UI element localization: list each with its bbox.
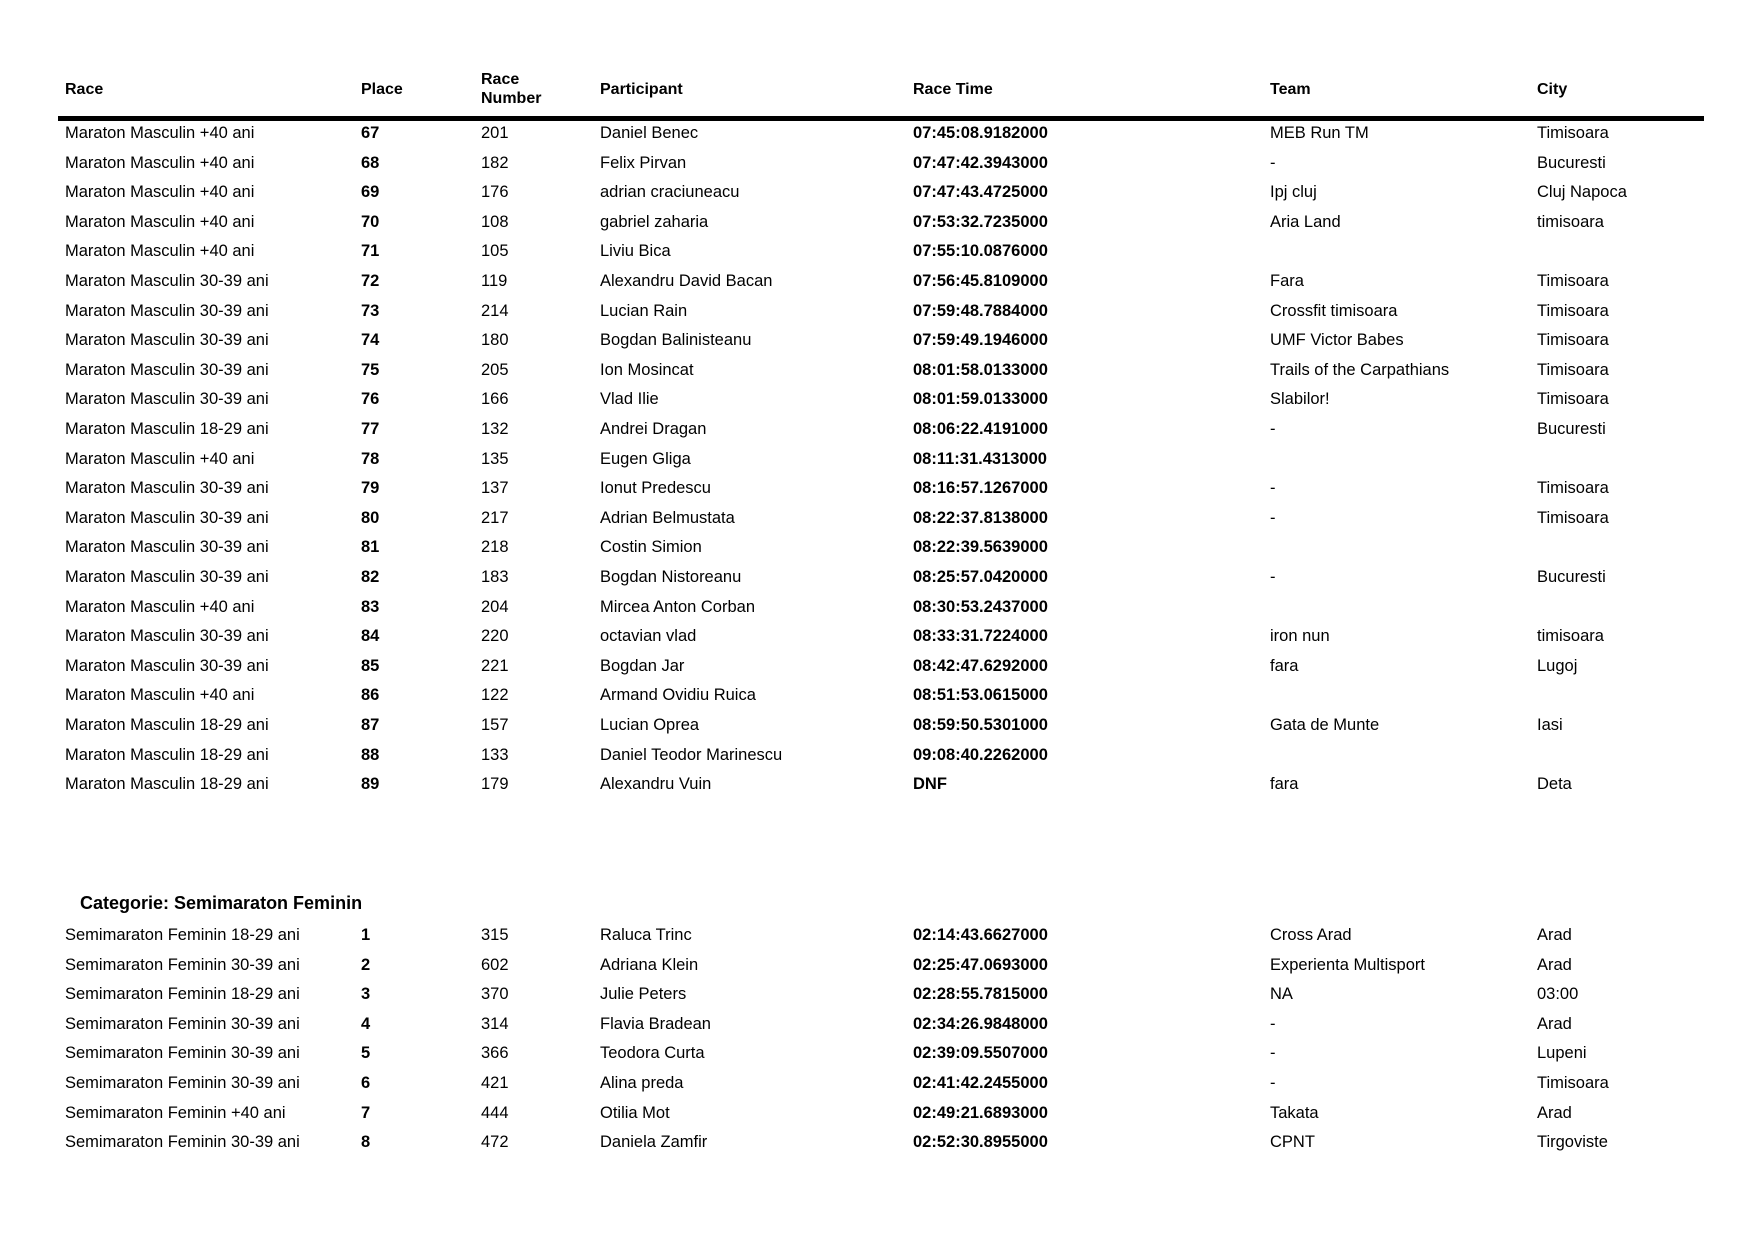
team-cell: - [1270,568,1276,586]
table-row [0,359,1755,381]
team-cell: Trails of the Carpathians [1270,360,1450,379]
place-cell: 2 [361,955,371,974]
race-cell: Maraton Masculin +40 ani [65,183,255,202]
place-cell: 80 [361,508,380,527]
race-time-cell: 07:59:48.7884000 [913,301,1048,320]
race-number-cell: 421 [481,1074,509,1092]
race-number-cell: 444 [481,1103,509,1122]
table-row [0,954,1755,976]
participant-cell: Ion Mosincat [600,360,694,379]
participant-cell: Alexandru Vuin [600,775,712,794]
participant-cell: Bogdan Nistoreanu [600,568,742,586]
city-cell: 03:00 [1537,985,1579,1004]
city-cell: timisoara [1537,627,1604,646]
table-row [0,684,1755,706]
table-row [0,122,1755,144]
participant-cell: Liviu Bica [600,242,671,261]
place-cell: 71 [361,242,380,261]
race-cell: Semimaraton Feminin 30-39 ani [65,1074,300,1092]
place-cell: 70 [361,212,380,231]
race-cell: Maraton Masculin 30-39 ani [65,360,269,379]
city-cell: Lupeni [1537,1044,1587,1063]
table-row [0,1013,1755,1035]
race-time-cell: 02:49:21.6893000 [913,1103,1048,1122]
participant-cell: Felix Pirvan [600,153,687,172]
place-cell: 76 [361,390,380,409]
table-row [0,596,1755,618]
race-number-cell: 132 [481,420,509,438]
race-number-cell: 135 [481,449,509,468]
city-cell: timisoara [1537,212,1604,231]
team-cell: fara [1270,775,1299,794]
header-city: City [1537,81,1568,98]
team-cell: - [1270,508,1276,527]
table-header [0,0,1755,120]
place-cell: 68 [361,153,380,172]
participant-cell: Teodora Curta [600,1044,705,1063]
city-cell: Timisoara [1537,331,1609,350]
participant-cell: Adrian Belmustata [600,508,735,527]
race-time-cell: 02:28:55.7815000 [913,985,1048,1004]
table-row [0,566,1755,588]
race-number-cell: 166 [481,390,509,409]
team-cell: CPNT [1270,1133,1315,1152]
place-cell: 69 [361,183,380,202]
participant-cell: Raluca Trinc [600,926,692,944]
participant-cell: Lucian Rain [600,301,688,320]
race-time-cell: 02:41:42.2455000 [913,1074,1048,1092]
race-time-cell: 02:39:09.5507000 [913,1044,1048,1063]
header-participant: Participant [600,81,683,98]
participant-cell: Flavia Bradean [600,1014,711,1033]
race-time-cell: 08:01:59.0133000 [913,390,1048,409]
place-cell: 85 [361,656,380,675]
race-cell: Maraton Masculin 30-39 ani [65,390,269,409]
team-cell: - [1270,153,1276,172]
race-number-cell: 205 [481,360,509,379]
race-cell: Semimaraton Feminin 30-39 ani [65,955,300,974]
table-row [0,1042,1755,1064]
race-number-cell: 214 [481,301,509,320]
race-time-cell: DNF [913,775,947,794]
race-number-cell: 183 [481,568,509,586]
team-cell: Gata de Munte [1270,716,1380,734]
city-cell: Bucuresti [1537,153,1606,172]
table-row [0,211,1755,233]
table-row [0,448,1755,470]
city-cell: Bucuresti [1537,568,1606,586]
race-cell: Maraton Masculin 18-29 ani [65,775,269,794]
place-cell: 74 [361,331,380,350]
header-divider [58,116,1704,121]
race-number-cell: 314 [481,1014,509,1033]
place-cell: 87 [361,716,380,734]
table-row [0,418,1755,440]
race-number-cell: 220 [481,627,509,646]
table-row [0,744,1755,766]
table-row [0,181,1755,203]
city-cell: Timisoara [1537,301,1609,320]
team-cell: Experienta Multisport [1270,955,1425,974]
participant-cell: Bogdan Balinisteanu [600,331,752,350]
place-cell: 67 [361,124,380,142]
team-cell: Crossfit timisoara [1270,301,1398,320]
table-row [0,152,1755,174]
table-row [0,388,1755,410]
race-cell: Maraton Masculin +40 ani [65,153,255,172]
team-cell: UMF Victor Babes [1270,331,1404,350]
race-cell: Maraton Masculin +40 ani [65,124,255,142]
place-cell: 8 [361,1133,371,1152]
place-cell: 7 [361,1103,371,1122]
race-time-cell: 08:42:47.6292000 [913,656,1048,675]
table-row [0,1102,1755,1124]
place-cell: 78 [361,449,380,468]
participant-cell: Julie Peters [600,985,687,1004]
participant-cell: Lucian Oprea [600,716,700,734]
team-cell: Ipj cluj [1270,183,1317,202]
race-cell: Maraton Masculin 18-29 ani [65,745,269,764]
race-number-cell: 157 [481,716,509,734]
city-cell: Timisoara [1537,479,1609,498]
table-row [0,773,1755,795]
participant-cell: Bogdan Jar [600,656,685,675]
city-cell: Timisoara [1537,360,1609,379]
participant-cell: Ionut Predescu [600,479,711,498]
race-time-cell: 02:25:47.0693000 [913,955,1048,974]
category-heading: Categorie: Semimaraton Feminin [80,893,363,913]
table-row [0,329,1755,351]
race-number-cell: 472 [481,1133,509,1152]
participant-cell: Adriana Klein [600,955,699,974]
table-row [0,270,1755,292]
race-cell: Maraton Masculin +40 ani [65,597,255,616]
team-cell: - [1270,420,1276,438]
race-cell: Maraton Masculin 30-39 ani [65,568,269,586]
team-cell: NA [1270,985,1293,1004]
race-cell: Semimaraton Feminin 30-39 ani [65,1014,300,1033]
race-cell: Maraton Masculin 30-39 ani [65,272,269,290]
place-cell: 79 [361,479,380,498]
team-cell: - [1270,1014,1276,1033]
race-cell: Maraton Masculin 30-39 ani [65,479,269,498]
header-race: Race [65,81,104,98]
participant-cell: Eugen Gliga [600,449,691,468]
race-cell: Maraton Masculin 30-39 ani [65,627,269,646]
race-time-cell: 08:16:57.1267000 [913,479,1048,498]
race-number-cell: 217 [481,508,509,527]
place-cell: 3 [361,985,371,1004]
race-time-cell: 08:22:39.5639000 [913,538,1048,557]
participant-cell: Otilia Mot [600,1103,670,1122]
race-cell: Maraton Masculin +40 ani [65,212,255,231]
table-row [0,655,1755,677]
place-cell: 84 [361,627,380,646]
race-number-cell: 315 [481,926,509,944]
place-cell: 86 [361,686,380,705]
race-number-cell: 105 [481,242,509,261]
race-time-cell: 02:34:26.9848000 [913,1014,1048,1033]
participant-cell: Alina preda [600,1074,684,1092]
race-number-cell: 119 [481,272,508,290]
participant-cell: Daniel Teodor Marinescu [600,745,783,764]
race-cell: Semimaraton Feminin 30-39 ani [65,1133,300,1152]
race-time-cell: 02:52:30.8955000 [913,1133,1048,1152]
race-cell: Semimaraton Feminin 18-29 ani [65,926,300,944]
race-cell: Maraton Masculin 30-39 ani [65,331,269,350]
race-number-cell: 179 [481,775,509,794]
table-row [0,714,1755,736]
table-row [0,1131,1755,1153]
table-row [0,477,1755,499]
race-number-cell: 137 [481,479,509,498]
participant-cell: Alexandru David Bacan [600,272,773,290]
race-cell: Maraton Masculin +40 ani [65,449,255,468]
participant-cell: Armand Ovidiu Ruica [600,686,756,705]
place-cell: 89 [361,775,380,794]
team-cell: Takata [1270,1103,1319,1122]
header-race-number-line1: Race [481,71,520,88]
city-cell: Cluj Napoca [1537,183,1627,202]
race-time-cell: 07:47:42.3943000 [913,153,1048,172]
city-cell: Iasi [1537,716,1563,734]
race-cell: Semimaraton Feminin 30-39 ani [65,1044,300,1063]
team-cell: Aria Land [1270,212,1341,231]
race-time-cell: 07:56:45.8109000 [913,272,1048,290]
participant-cell: Daniela Zamfir [600,1133,708,1152]
place-cell: 88 [361,745,380,764]
team-cell: fara [1270,656,1299,675]
team-cell: Fara [1270,272,1304,290]
table-row [0,983,1755,1005]
race-time-cell: 07:53:32.7235000 [913,212,1048,231]
participant-cell: gabriel zaharia [600,212,709,231]
race-cell: Maraton Masculin 30-39 ani [65,656,269,675]
table-row [0,924,1755,946]
race-time-cell: 08:06:22.4191000 [913,420,1048,438]
city-cell: Arad [1537,926,1572,944]
race-cell: Semimaraton Feminin 18-29 ani [65,985,300,1004]
place-cell: 4 [361,1014,371,1033]
race-number-cell: 108 [481,212,509,231]
race-time-cell: 07:47:43.4725000 [913,183,1048,202]
race-cell: Maraton Masculin 30-39 ani [65,301,269,320]
team-cell: - [1270,1074,1276,1092]
race-time-cell: 08:11:31.4313000 [913,449,1047,468]
city-cell: Bucuresti [1537,420,1606,438]
table-row [0,625,1755,647]
race-number-cell: 122 [481,686,509,705]
race-number-cell: 201 [481,124,509,142]
participant-cell: adrian craciuneacu [600,183,740,202]
place-cell: 77 [361,420,380,438]
race-time-cell: 07:59:49.1946000 [913,331,1048,350]
race-cell: Maraton Masculin 30-39 ani [65,538,269,557]
team-cell: Slabilor! [1270,390,1330,409]
race-time-cell: 08:22:37.8138000 [913,508,1048,527]
city-cell: Lugoj [1537,656,1578,675]
header-race-time: Race Time [913,81,993,98]
place-cell: 81 [361,538,380,557]
race-cell: Maraton Masculin 18-29 ani [65,420,269,438]
place-cell: 5 [361,1044,371,1063]
city-cell: Arad [1537,1103,1572,1122]
race-cell: Maraton Masculin 18-29 ani [65,716,269,734]
race-number-cell: 180 [481,331,509,350]
place-cell: 82 [361,568,380,586]
header-race-number-line2: Number [481,90,542,107]
city-cell: Timisoara [1537,272,1609,290]
city-cell: Arad [1537,1014,1572,1033]
race-cell: Maraton Masculin +40 ani [65,686,255,705]
participant-cell: Costin Simion [600,538,702,557]
race-number-cell: 133 [481,745,509,764]
race-time-cell: 09:08:40.2262000 [913,745,1048,764]
race-time-cell: 08:25:57.0420000 [913,568,1048,586]
team-cell: Cross Arad [1270,926,1352,944]
table-row [0,507,1755,529]
race-cell: Semimaraton Feminin +40 ani [65,1103,286,1122]
team-cell: MEB Run TM [1270,124,1369,142]
city-cell: Timisoara [1537,390,1609,409]
race-time-cell: 07:45:08.9182000 [913,124,1048,142]
table-row [0,1072,1755,1094]
race-time-cell: 08:01:58.0133000 [913,360,1048,379]
city-cell: Tirgoviste [1537,1133,1608,1152]
participant-cell: octavian vlad [600,627,697,646]
team-cell: iron nun [1270,627,1330,646]
table-row [0,536,1755,558]
place-cell: 73 [361,301,380,320]
race-number-cell: 221 [481,656,509,675]
race-number-cell: 218 [481,538,509,557]
header-place: Place [361,81,403,98]
race-number-cell: 204 [481,597,509,616]
team-cell: - [1270,1044,1276,1063]
table-row [0,240,1755,262]
race-number-cell: 366 [481,1044,509,1063]
participant-cell: Vlad Ilie [600,390,659,409]
city-cell: Deta [1537,775,1572,794]
city-cell: Timisoara [1537,124,1609,142]
participant-cell: Daniel Benec [600,124,699,142]
race-time-cell: 02:14:43.6627000 [913,926,1048,944]
race-cell: Maraton Masculin +40 ani [65,242,255,261]
race-time-cell: 08:59:50.5301000 [913,716,1048,734]
race-number-cell: 370 [481,985,509,1004]
race-number-cell: 182 [481,153,509,172]
place-cell: 6 [361,1074,371,1092]
city-cell: Timisoara [1537,1074,1609,1092]
city-cell: Timisoara [1537,508,1609,527]
place-cell: 72 [361,272,380,290]
header-race-number [481,70,541,108]
race-time-cell: 08:33:31.7224000 [913,627,1048,646]
team-cell: - [1270,479,1276,498]
race-number-cell: 176 [481,183,509,202]
place-cell: 1 [361,926,371,944]
header-team: Team [1270,81,1311,98]
race-number-cell: 602 [481,955,509,974]
race-cell: Maraton Masculin 30-39 ani [65,508,269,527]
table-row [0,300,1755,322]
participant-cell: Mircea Anton Corban [600,597,756,616]
place-cell: 83 [361,597,380,616]
race-time-cell: 08:51:53.0615000 [913,686,1048,705]
race-time-cell: 08:30:53.2437000 [913,597,1048,616]
place-cell: 75 [361,360,380,379]
participant-cell: Andrei Dragan [600,420,707,438]
city-cell: Arad [1537,955,1572,974]
race-time-cell: 07:55:10.0876000 [913,242,1048,261]
